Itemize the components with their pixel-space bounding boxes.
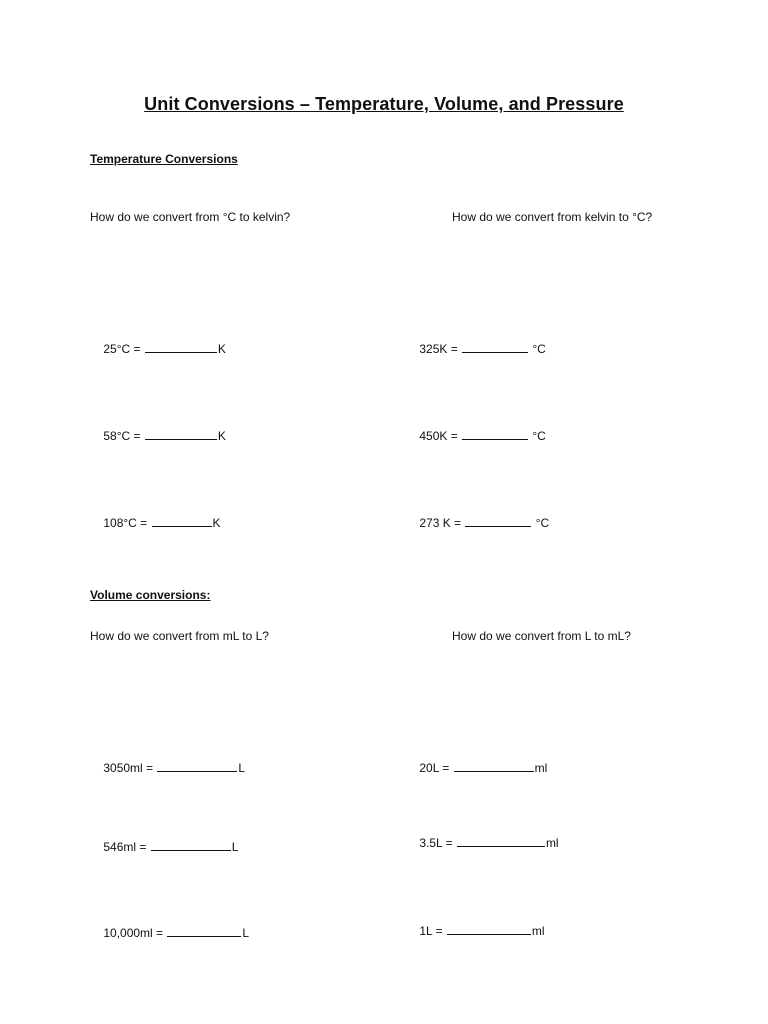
answer-blank[interactable] [457,834,545,847]
problem-prefix: 273 K = [419,516,465,530]
question-l-to-ml: How do we convert from L to mL? [452,629,631,643]
answer-blank[interactable] [145,340,217,353]
problem-unit: ml [531,924,545,938]
answer-blank[interactable] [447,922,531,935]
problem-prefix: 108°C = [103,516,151,530]
page-title: Unit Conversions – Temperature, Volume, and Pressure [144,94,624,114]
problem-prefix: 20L = [419,761,453,775]
temp-problem-3 [90,500,221,544]
vol-problem-4 [406,745,547,789]
problem-prefix: 25°C = [103,342,144,356]
problem-prefix: 325K = [419,342,462,356]
answer-blank[interactable] [465,514,531,527]
problem-prefix: 58°C = [103,429,144,443]
answer-blank[interactable] [462,340,528,353]
answer-blank[interactable] [454,759,534,772]
answer-blank[interactable] [167,924,241,937]
problem-unit: °C [532,516,550,530]
answer-blank[interactable] [157,759,237,772]
vol-problem-2 [90,824,238,868]
answer-blank[interactable] [151,838,231,851]
temp-problem-5 [406,413,546,457]
problem-prefix: 3.5L = [419,836,456,850]
problem-unit: °C [529,429,546,443]
question-kelvin-to-c: How do we convert from kelvin to °C? [452,210,653,224]
vol-problem-6 [406,908,545,952]
problem-unit: K [217,429,226,443]
problem-unit: ml [534,761,548,775]
answer-blank[interactable] [145,427,217,440]
problem-prefix: 546ml = [103,840,150,854]
problem-prefix: 10,000ml = [103,926,167,940]
temp-problem-6 [406,500,549,544]
temp-problem-4 [406,326,546,370]
problem-unit: L [242,926,250,940]
vol-problem-5 [406,820,559,864]
question-c-to-kelvin: How do we convert from °C to kelvin? [90,210,291,224]
problem-unit: ml [545,836,559,850]
problem-unit: L [231,840,239,854]
problem-unit: K [212,516,221,530]
vol-problem-1 [90,745,245,789]
temp-problem-1 [90,326,226,370]
problem-prefix: 450K = [419,429,462,443]
answer-blank[interactable] [152,514,212,527]
vol-problem-3 [90,910,249,954]
problem-unit: °C [529,342,546,356]
answer-blank[interactable] [462,427,528,440]
problem-unit: K [217,342,226,356]
temp-problem-2 [90,413,226,457]
problem-prefix: 1L = [419,924,446,938]
volume-heading: Volume conversions: [90,588,211,602]
problem-unit: L [238,761,246,775]
question-ml-to-l: How do we convert from mL to L? [90,629,269,643]
problem-prefix: 3050ml = [103,761,157,775]
temperature-heading: Temperature Conversions [90,152,238,166]
